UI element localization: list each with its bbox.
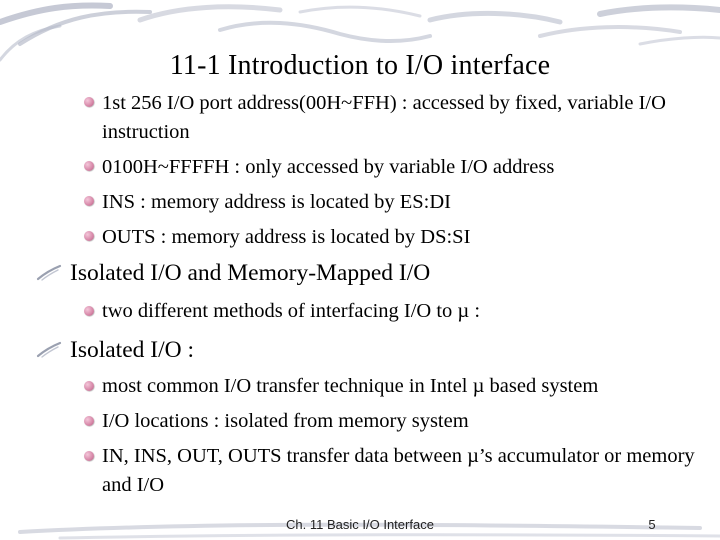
page-number: 5 (648, 517, 656, 532)
slide-title: 11-1 Introduction to I/O interface (169, 50, 551, 81)
section-heading: Isolated I/O and Memory-Mapped I/O (70, 260, 431, 286)
pink-dot-icon (84, 97, 94, 107)
bullet-item: I/O locations : isolated from memory system (102, 410, 469, 432)
pink-dot-icon (84, 306, 94, 316)
bullet-item: two different methods of interfacing I/O to µ : (102, 300, 481, 322)
bullet-item: 1st 256 I/O port address(00H~FFH) : accessed by fixed, variable I/O instruction (102, 92, 666, 143)
pink-dot-icon (84, 196, 94, 206)
bullet-item: 0100H~FFFFH : only accessed by variable I/O address (102, 156, 555, 178)
bullet-item: IN, INS, OUT, OUTS transfer data between µ’s accumulator or memory and I/O (102, 445, 695, 496)
pink-dot-icon (84, 416, 94, 426)
slide-footer: Ch. 11 Basic I/O Interface (286, 517, 434, 532)
pink-dot-icon (84, 381, 94, 391)
section-heading: Isolated I/O : (70, 337, 194, 363)
bullet-item: OUTS : memory address is located by DS:SI (102, 226, 471, 248)
bullet-item: most common I/O transfer technique in Intel µ based system (102, 375, 599, 397)
bullet-item: INS : memory address is located by ES:DI (102, 191, 452, 213)
pink-dot-icon (84, 161, 94, 171)
pink-dot-icon (84, 451, 94, 461)
brush-stroke-icon (36, 341, 62, 359)
pink-dot-icon (84, 231, 94, 241)
brush-stroke-icon (36, 264, 62, 282)
